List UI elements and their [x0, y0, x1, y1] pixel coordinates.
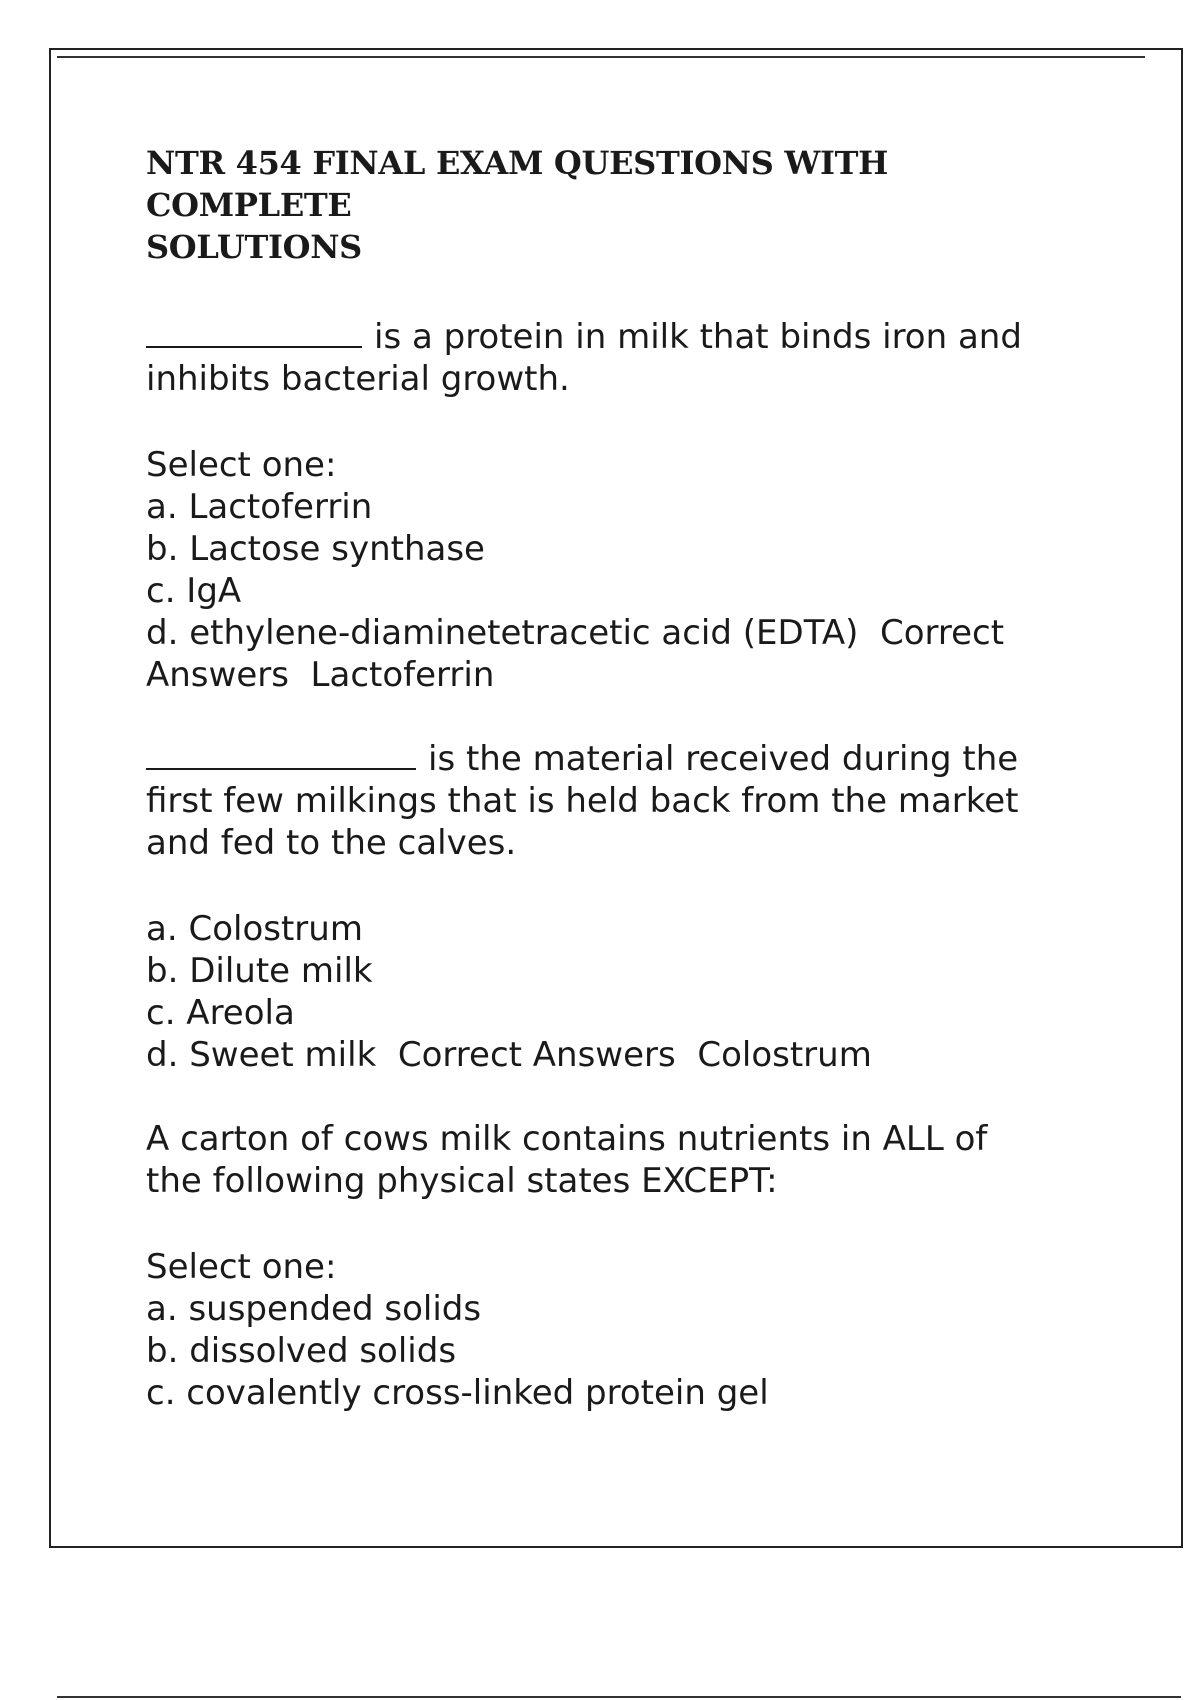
fill-in-blank [146, 738, 416, 770]
question-3-option-b: b. dissolved solids [146, 1331, 457, 1371]
question-3 [146, 1118, 1086, 1414]
question-2-option-a: a. Colostrum [146, 909, 363, 949]
question-2-stem-line-1: is the material received during the [146, 738, 1086, 780]
top-rule [57, 56, 1145, 58]
question-2-option-c: c. Areola [146, 993, 295, 1033]
question-3-prompt: Select one: [146, 1247, 337, 1287]
fill-in-blank [146, 316, 362, 348]
question-1-stem-line-1: is a protein in milk that binds iron and [146, 316, 1086, 358]
title-line-1: NTR 454 FINAL EXAM QUESTIONS WITH COMPLETE [146, 144, 899, 224]
question-2 [146, 738, 1086, 1076]
document-title [146, 142, 1086, 268]
question-2-option-d: d. Sweet milk Correct Answers Colostrum [146, 1035, 872, 1075]
question-1-option-c: c. IgA [146, 571, 242, 611]
bottom-rule [57, 1696, 1181, 1698]
question-1-option-b: b. Lactose synthase [146, 529, 485, 569]
question-2-stem-line-2: first few milkings that is held back from the market [146, 781, 1019, 821]
question-3-stem-line-1: A carton of cows milk contains nutrients in ALL of [146, 1119, 988, 1159]
title-line-2: SOLUTIONS [146, 228, 362, 266]
question-1-option-a: a. Lactoferrin [146, 487, 373, 527]
question-3-option-a: a. suspended solids [146, 1289, 482, 1329]
question-3-stem-line-2: the following physical states EXCEPT: [146, 1161, 778, 1201]
question-1 [146, 316, 1086, 696]
question-1-stem-line-2: inhibits bacterial growth. [146, 359, 570, 399]
question-3-option-c: c. covalently cross-linked protein gel [146, 1373, 769, 1413]
question-1-prompt: Select one: [146, 445, 337, 485]
question-1-option-d: d. ethylene-diaminetetracetic acid (EDTA) Correct [146, 613, 1005, 653]
question-1-answer: Answers Lactoferrin [146, 655, 495, 695]
question-2-option-b: b. Dilute milk [146, 951, 373, 991]
document-body [146, 142, 1086, 1414]
question-2-stem-line-3: and fed to the calves. [146, 823, 517, 863]
